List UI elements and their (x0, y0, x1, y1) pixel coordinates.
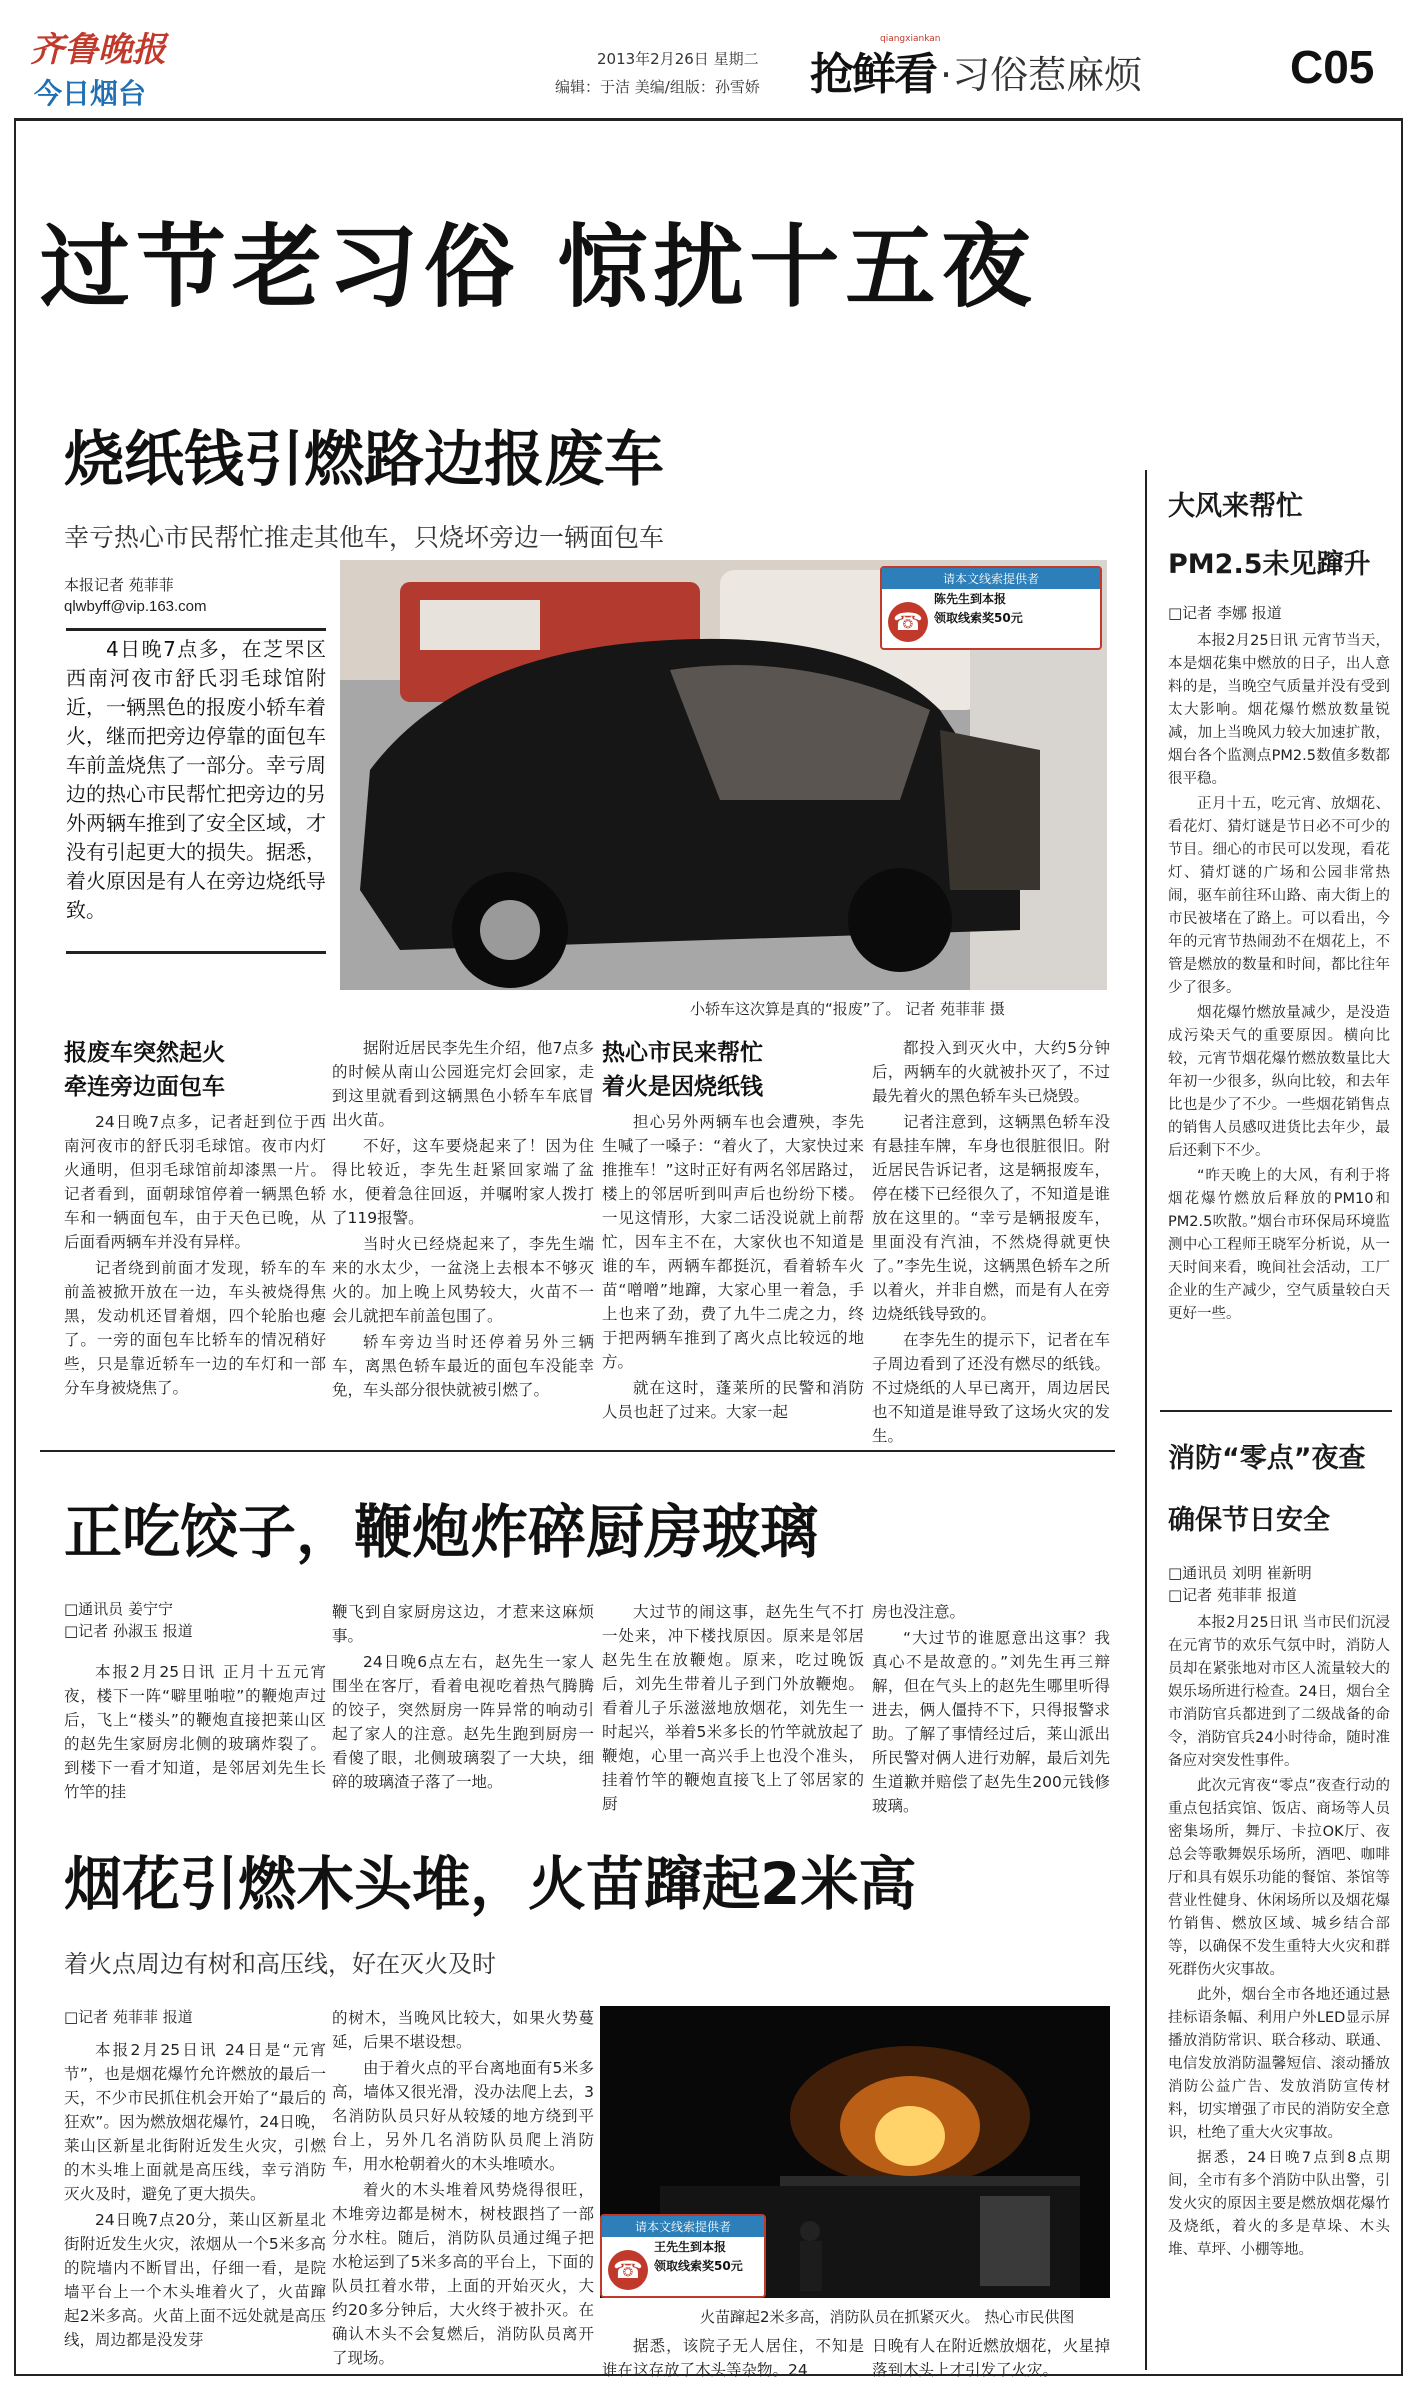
reporter-name: 本报记者 苑菲菲 (64, 576, 174, 594)
hotline-line1: 陈先生到本报 (934, 592, 1007, 606)
paragraph: 不好，这车要烧起来了！因为住得比较近，李先生赶紧回家端了盆水，便着急往回返，并嘱咐家人拨打了119报警。 (332, 1137, 594, 1227)
reporter-name: □记者 孙淑玉 报道 (64, 1622, 193, 1640)
paragraph: 记者注意到，这辆黑色轿车没有悬挂车牌，车身也很脏很旧。附近居民告诉记者，这是辆报废车，停在楼下已经很久了，不知道是谁放在这里的。“幸亏是辆报废车，里面没有汽油，不然烧得就更快了。”李先生说，这辆黑色轿车之所以着火，并非自燃，而是有人在旁边烧纸钱导致的。 (872, 1113, 1110, 1323)
article1-col4 (872, 1036, 1110, 1450)
article2-col2 (332, 1600, 594, 1796)
column-logo-pinyin: qiangxiankan (880, 34, 941, 44)
article2-byline (64, 1598, 326, 1642)
article1-subhead: 幸亏热心市民帮忙推走其他车，只烧坏旁边一辆面包车 (64, 523, 665, 552)
sidebar1-byline: □记者 李娜 报道 (1168, 604, 1282, 622)
paragraph: 据附近居民李先生介绍，他7点多的时候从南山公园逛完灯会回家，走到这里就看到这辆黑色小轿车车底冒出火苗。 (332, 1039, 594, 1129)
sidebar2-headline1: 消防“零点”夜查 (1168, 1443, 1366, 1474)
paragraph: 本报2月25日讯 正月十五元宵夜，楼下一阵“噼里啪啦”的鞭炮声过后，飞上“楼头”的鞭炮直接把莱山区的赵先生家厨房北侧的玻璃炸裂了。到楼下一看才知道，是邻居刘先生长竹竿的挂 (64, 1663, 326, 1801)
hotline-line1: 王先生到本报 (654, 2240, 727, 2254)
hotline-badge-article1 (880, 566, 1102, 650)
paper-name: 齐鲁晚报 (30, 30, 166, 70)
main-headline: 过节老习俗 惊扰十五夜 (40, 215, 1038, 320)
sidebar2-headline2: 确保节日安全 (1168, 1505, 1330, 1536)
paragraph: 在李先生的提示下，记者在车子周边看到了还没有燃尽的纸钱。不过烧纸的人早已离开，周边居民也不知道是谁导致了这场火灾的发生。 (872, 1331, 1110, 1445)
hotline-line2: 领取线索奖50元 (934, 611, 1023, 625)
article1-photo-caption: 小轿车这次算是真的“报废”了。 记者 苑菲菲 摄 (690, 1000, 1005, 1018)
paragraph: 此次元宵夜“零点”夜查行动的重点包括宾馆、饭店、商场等人员密集场所，舞厅、卡拉OK厅、夜总会等歌舞娱乐场所，酒吧、咖啡厅和具有娱乐功能的餐馆、茶馆等营业性健身、休闲场所以及烟花爆竹销售、燃放区域、城乡结合部等，以确保不发生重特大火灾和群死群伤火灾事故。 (1168, 1778, 1390, 1978)
article2-headline: 正吃饺子，鞭炮炸碎厨房玻璃 (64, 1498, 819, 1566)
article3-subhead: 着火点周边有树和高压线，好在灭火及时 (64, 1950, 496, 1978)
paragraph: 担心另外两辆车也会遭殃，李先生喊了一嗓子：“着火了，大家快过来推推车！”这时正好有两名邻居路过，楼上的邻居听到叫声后也纷纷下楼。一见这情形，大家二话没说就上前帮忙，因车主不在，大家伙也不知道是谁的车，两辆车都挺沉，看着轿车火苗“噌噌”地蹿，大家心里一着急，手上也来了劲，费了九牛二虎之力，终于把两辆车推到了离火点比较远的地方。 (602, 1113, 864, 1371)
article1-col1 (64, 1036, 326, 1402)
sidebar2-byline1: □通讯员 刘明 崔新明 (1168, 1564, 1312, 1582)
col3-subhead-line1: 热心市民来帮忙 (602, 1040, 763, 1066)
paragraph: 此外，烟台全市各地还通过悬挂标语条幅、利用户外LED显示屏播放消防常识、联合移动、联通、电信发放消防温馨短信、滚动播放消防公益广告、发放消防宣传材料，切实增强了市民的消防安全意识，杜绝了重大火灾事故。 (1168, 1987, 1390, 2141)
article3-col4 (872, 2334, 1110, 2383)
hotline-header: 请本文线索提供者 (882, 568, 1100, 589)
sidebar-section-rule (1160, 1410, 1392, 1412)
paragraph: 房也没注意。 (872, 1603, 966, 1621)
section-title: ·习俗惹麻烦 (940, 53, 1143, 97)
paragraph: 24日晚7点多，记者赶到位于西南河夜市的舒氏羽毛球馆。夜市内灯火通明，但羽毛球馆前却漆黑一片。记者看到，面朝球馆停着一辆黑色轿车和一辆面包车，由于天色已晚，从后面看两辆车并没有异样。 (64, 1113, 326, 1251)
paragraph: 着火的木头堆着风势烧得很旺，木堆旁边都是树木，树枝跟挡了一部分水柱。随后，消防队员通过绳子把水枪运到了5米多高的平台上，下面的队员扛着水带，上面的开始灭火，大约20多分钟后，大火终于被扑灭。在确认木头不会复燃后，消防队员离开了现场。 (332, 2181, 594, 2367)
sidebar1-headline2: PM2.5未见蹿升 (1168, 549, 1371, 580)
paragraph: 的树木，当晚风比较大，如果火势蔓延，后果不堪设想。 (332, 2009, 594, 2051)
phone-icon: ☎ (608, 2250, 648, 2290)
frame-right (1401, 118, 1403, 2376)
sidebar2 (1168, 1428, 1390, 2264)
article3-byline: □记者 苑菲菲 报道 (64, 2008, 193, 2026)
correspondent-name: □通讯员 姜宁宁 (64, 1600, 173, 1618)
article1-col3 (602, 1036, 864, 1426)
paragraph: 24日晚7点20分，莱山区新星北街附近发生火灾，浓烟从一个5米多高的院墙内不断冒出，仔细一看，是院墙平台上一个木头堆着火了，火苗蹿起2米多高。火苗上面不远处就是高压线，周边都是没发芽 (64, 2211, 326, 2349)
article1-lead: 4日晚7点多，在芝罘区西南河夜市舒氏羽毛球馆附近，一辆黑色的报废小轿车着火，继而把旁边停靠的面包车车前盖烧焦了一部分。幸亏周边的热心市民帮忙把旁边的另外两辆车推到了安全区域，才没有引起更大的损失。据悉，着火原因是有人在旁边烧纸导致。 (66, 637, 326, 922)
article-divider (40, 1450, 1115, 1452)
article2-col3 (602, 1600, 864, 1818)
col1-subhead-line2: 牵连旁边面包车 (64, 1074, 225, 1100)
article3-photo-caption: 火苗蹿起2米多高，消防队员在抓紧灭火。 热心市民供图 (700, 2308, 1075, 2326)
paragraph: 轿车旁边当时还停着另外三辆车，离黑色轿车最近的面包车没能幸免，车头部分很快就被引燃了。 (332, 1333, 594, 1399)
article1-col2 (332, 1036, 594, 1404)
edition-label: 今日烟台 (34, 77, 147, 110)
paragraph: “昨天晚上的大风，有利于将烟花爆竹燃放后释放的PM10和PM2.5吹散。”烟台市环保局环境监测中心工程师王晓军分析说，从一天时间来看，晚间社会活动，工厂企业的生产减少，空气质量较白天更好一些。 (1168, 1168, 1390, 1322)
issue-date: 2013年2月26日 星期二 (597, 50, 759, 68)
article1-headline: 烧纸钱引燃路边报废车 (64, 425, 664, 495)
paragraph: 当时火已经烧起来了，李先生端来的水太少，一盆浇上去根本不够灭火的。加上晚上风势较大，火苗不一会儿就把车前盖包围了。 (332, 1235, 594, 1325)
article2-col1 (64, 1660, 326, 1806)
sidebar1-headline1: 大风来帮忙 (1168, 491, 1303, 522)
article3-headline: 烟花引燃木头堆，火苗蹿起2米高 (64, 1850, 917, 1918)
article1-byline (64, 574, 324, 618)
hotline-line2: 领取线索奖50元 (654, 2259, 743, 2273)
sidebar-divider (1145, 470, 1147, 2370)
paragraph: 据悉，该院子无人居住，不知是谁在这存放了木头等杂物。24 (602, 2337, 864, 2379)
paragraph: 日晚有人在附近燃放烟花，火星掉落到木头上才引发了火灾。 (872, 2337, 1110, 2379)
paragraph: 都投入到灭火中，大约5分钟后，两辆车的火就被扑灭了，不过最先着火的黑色轿车头已烧毁。 (872, 1039, 1110, 1105)
frame-left (14, 118, 16, 2376)
paragraph: 本报2月25日讯 元宵节当天，本是烟花集中燃放的日子，出人意料的是，当晚空气质量并没有受到太大影响。烟花爆竹燃放数量锐减，加上当晚风力较大加速扩散，烟台各个监测点PM2.5数值多数都很平稳。 (1168, 633, 1390, 787)
paragraph: 就在这时，蓬莱所的民警和消防人员也赶了过来。大家一起 (602, 1379, 864, 1421)
paragraph: 烟花爆竹燃放量减少，是没造成污染天气的重要原因。横向比较，元宵节烟花爆竹燃放数量比大年初一少很多，纵向比较，和去年比也是少了不少。一些烟花销售点的销售人员感叹进货比去年少，最后还剩下不少。 (1168, 1005, 1390, 1159)
paragraph: 正月十五，吃元宵、放烟花、看花灯、猜灯谜是节日必不可少的节目。细心的市民可以发现，看花灯、猜灯谜的广场和公园非常热闹，驱车前往环山路、南大街上的市民被堵在了路上。可以看出，今年的元宵节热闹劲不在烟花上，不管是燃放的数量和时间，都比往年少了很多。 (1168, 796, 1390, 996)
paragraph: 大过节的闹这事，赵先生气不打一处来，冲下楼找原因。原来是邻居赵先生在放鞭炮。原来，吃过晚饭后，刘先生带着儿子到门外放鞭炮。看着儿子乐滋滋地放烟花，刘先生一时起兴，举着5米多长的竹竿就放起了鞭炮，心里一高兴手上也没个准头，挂着竹竿的鞭炮直接飞上了邻居家的厨 (602, 1603, 864, 1813)
masthead (0, 0, 1417, 118)
paragraph: 本报2月25日讯 24日是“元宵节”，也是烟花爆竹允许燃放的最后一天，不少市民抓住机会开始了“最后的狂欢”。因为燃放烟花爆竹，24日晚，莱山区新星北街附近发生火灾，引燃的木头堆上面就是高压线，幸亏消防灭火及时，避免了更大损失。 (64, 2041, 326, 2203)
sidebar2-byline2: □记者 苑菲菲 报道 (1168, 1586, 1297, 1604)
article3-col3 (602, 2334, 864, 2383)
masthead-rule (14, 118, 1403, 121)
phone-icon: ☎ (888, 602, 928, 642)
hotline-header: 请本文线索提供者 (602, 2216, 764, 2237)
page-number: C05 (1290, 41, 1375, 93)
article2-col4 (872, 1600, 1110, 1820)
paragraph: “大过节的谁愿意出这事？我真心不是故意的。”刘先生再三辩解，但在气头上的赵先生哪里听得进去，俩人僵持不下，只得报警求助。了解了事情经过后，莱山派出所民警对俩人进行劝解，最后刘先生道歉并赔偿了赵先生200元钱修玻璃。 (872, 1629, 1110, 1815)
paragraph: 鞭飞到自家厨房这边，才惹来这麻烦事。 (332, 1603, 594, 1645)
article1-lead-box (66, 628, 326, 954)
paragraph: 本报2月25日讯 当市民们沉浸在元宵节的欢乐气氛中时，消防人员却在紧张地对市区人流量较大的娱乐场所进行检查。24日，烟台全市消防官兵都进到了二级战备的命令，消防官兵24小时待命，随时准备应对突发性事件。 (1168, 1615, 1390, 1769)
article3-col2 (332, 2006, 594, 2372)
column-logo: 抢鲜看 (810, 49, 936, 100)
page-editors: 编辑：于洁 美编/组版：孙雪娇 (555, 78, 760, 96)
hotline-badge-article3 (600, 2214, 766, 2298)
sidebar1 (1168, 478, 1390, 1328)
article3-col1 (64, 2038, 326, 2354)
reporter-email: qlwbyff@vip.163.com (64, 598, 207, 615)
paragraph: 记者绕到前面才发现，轿车的车前盖被掀开放在一边，车头被烧得焦黑，发动机还冒着烟，四个轮胎也瘪了。一旁的面包车比轿车的情况稍好些，只是靠近轿车一边的车灯和一部分车身被烧焦了。 (64, 1259, 326, 1397)
paragraph: 据悉，24日晚7点到8点期间，全市有多个消防中队出警，引发火灾的原因主要是燃放烟花爆竹及烧纸，着火的多是草垛、木头堆、草坪、小棚等地。 (1168, 2150, 1390, 2258)
paragraph: 由于着火点的平台离地面有5米多高，墙体又很光滑，没办法爬上去，3名消防队员只好从较矮的地方绕到平台上，另外几名消防队员爬上消防车，用水枪朝着火的木头堆喷水。 (332, 2059, 594, 2173)
paragraph: 24日晚6点左右，赵先生一家人围坐在客厅，看着电视吃着热气腾腾的饺子，突然厨房一阵异常的响动引起了家人的注意。赵先生跑到厨房一看傻了眼，北侧玻璃裂了一大块，细碎的玻璃渣子落了一地。 (332, 1653, 594, 1791)
col3-subhead-line2: 着火是因烧纸钱 (602, 1074, 763, 1100)
col1-subhead-line1: 报废车突然起火 (64, 1040, 225, 1066)
